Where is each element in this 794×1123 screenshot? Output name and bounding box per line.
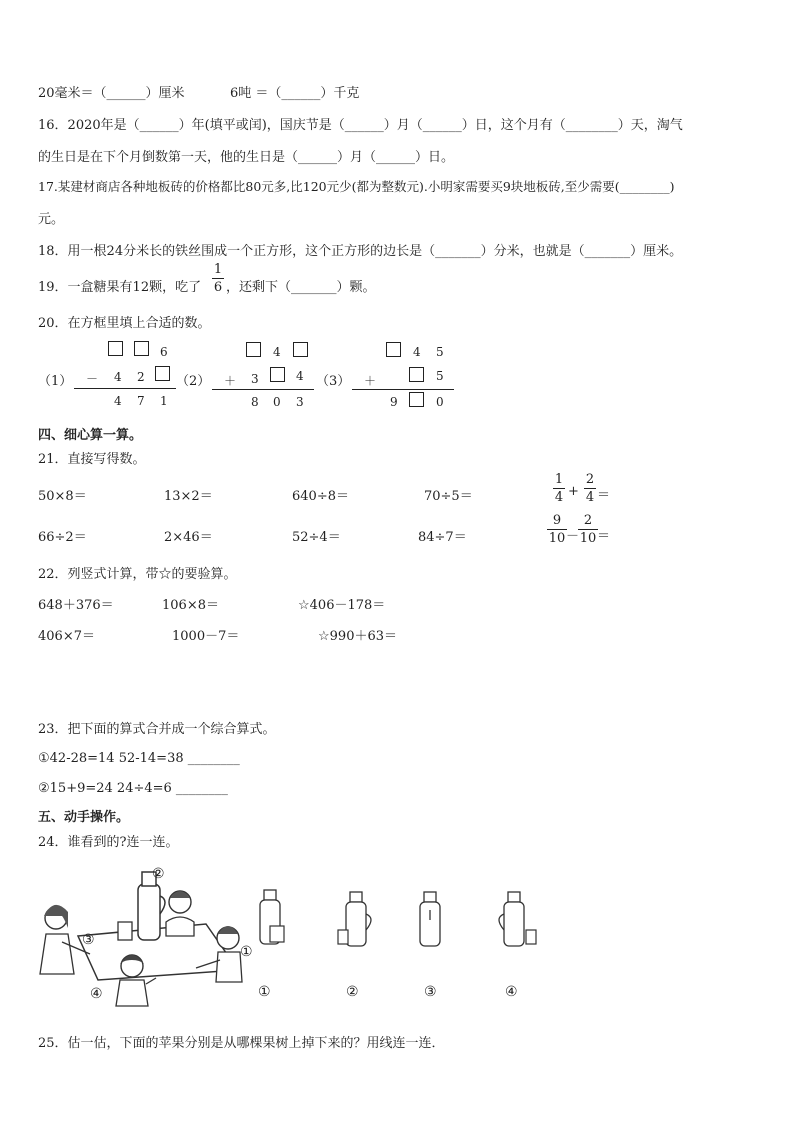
fraction xyxy=(578,513,598,546)
fraction-denominator: 4 xyxy=(585,490,595,505)
digit: 5 xyxy=(436,369,444,383)
digit: 0 xyxy=(273,395,281,409)
digit: 8 xyxy=(251,395,259,409)
view-label-1: ① xyxy=(258,984,271,1000)
blank-box[interactable] xyxy=(155,366,170,381)
q16-line2: 的生日是在下个月倒数第一天，他的生日是（______）月（______）日。 xyxy=(38,150,455,165)
calc-item: 406×7＝ xyxy=(38,629,95,644)
blank-box[interactable] xyxy=(134,341,149,356)
fraction xyxy=(547,513,567,546)
puzzle-label: （3） xyxy=(316,374,351,389)
digit: 3 xyxy=(296,395,304,409)
q23-title: 23．把下面的算式合并成一个综合算式。 xyxy=(38,722,276,737)
blank-box[interactable] xyxy=(246,342,261,357)
calc-item: 70÷5＝ xyxy=(424,489,473,504)
operator: + xyxy=(568,484,579,499)
blank-box[interactable] xyxy=(108,341,123,356)
q24-title: 24．谁看到的?连一连。 xyxy=(38,835,179,850)
digit: 4 xyxy=(296,369,304,383)
fraction-denominator: 10 xyxy=(548,531,566,546)
q19-text-post: ，还剩下（_______）颗。 xyxy=(226,280,376,295)
calc-item: 52÷4＝ xyxy=(292,530,341,545)
digit: 2 xyxy=(137,370,145,384)
q17-line2: 元。 xyxy=(38,212,65,227)
operator: ＋ xyxy=(224,374,237,388)
digit: 4 xyxy=(114,394,122,408)
bottle-view-4-icon xyxy=(490,890,540,950)
blank-box[interactable] xyxy=(293,342,308,357)
fraction-numerator: 2 xyxy=(583,513,593,528)
q16-line1: 16．2020年是（______）年(填平或闰)，国庆节是（______）月（______）日，这个月有（________）天，淘气 xyxy=(38,118,683,133)
blank-box[interactable] xyxy=(386,342,401,357)
section-heading-5: 五、动手操作。 xyxy=(38,810,130,825)
section-heading-4: 四、细心算一算。 xyxy=(38,428,143,443)
operator: ＋ xyxy=(364,374,377,388)
view-label-3: ③ xyxy=(424,984,437,1000)
digit: 6 xyxy=(160,345,168,359)
calc-item: 106×8＝ xyxy=(162,598,219,613)
fraction-numerator: 2 xyxy=(585,472,595,487)
digit: 1 xyxy=(160,394,168,408)
fraction-numerator: 1 xyxy=(554,472,564,487)
calc-item: 640÷8＝ xyxy=(292,489,349,504)
q25-text: 25．估一估，下面的苹果分别是从哪棵果树上掉下来的？用线连一连． xyxy=(38,1036,445,1051)
sum-line xyxy=(212,389,314,390)
calc-item: ☆406－178＝ xyxy=(298,598,386,613)
digit: 4 xyxy=(273,345,281,359)
q17-line1: 17.某建材商店各种地板砖的价格都比80元多,比120元少(都为整数元).小明家需要买9块地板砖,至少需要(________) xyxy=(38,179,675,194)
q15-conversion-a: 20毫米＝（______）厘米 xyxy=(38,86,185,101)
equals: ＝ xyxy=(597,488,611,503)
calc-item: 1000－7＝ xyxy=(172,629,240,644)
scene-label-front: ④ xyxy=(90,986,103,1002)
calc-item: 13×2＝ xyxy=(164,489,213,504)
digit: 3 xyxy=(251,372,259,386)
bottle-view-2-icon xyxy=(336,890,386,950)
fraction xyxy=(553,472,565,505)
digit: 5 xyxy=(436,345,444,359)
q22-title: 22．列竖式计算，带☆的要验算。 xyxy=(38,567,237,582)
scene-label-left: ③ xyxy=(82,932,95,948)
digit: 7 xyxy=(137,394,145,408)
calc-item: 648＋376＝ xyxy=(38,598,114,613)
q20-title: 20．在方框里填上合适的数。 xyxy=(38,316,211,331)
scene-label-back: ② xyxy=(152,866,165,882)
digit: 0 xyxy=(436,395,444,409)
blank-box[interactable] xyxy=(409,392,424,407)
fraction-denominator: 4 xyxy=(554,490,564,505)
fraction xyxy=(584,472,596,505)
q18-text: 18．用一根24分米长的铁丝围成一个正方形，这个正方形的边长是（_______）分米，也就是（_______）厘米。 xyxy=(38,244,683,259)
q21-title: 21．直接写得数。 xyxy=(38,452,146,467)
blank-box[interactable] xyxy=(270,367,285,382)
children-around-table-illustration xyxy=(38,860,278,1010)
bottle-view-1-icon xyxy=(256,888,286,948)
calc-item: 84÷7＝ xyxy=(418,530,467,545)
digit: 9 xyxy=(390,395,398,409)
view-label-2: ② xyxy=(346,984,359,1000)
calc-item: 66÷2＝ xyxy=(38,530,87,545)
puzzle-label: （2） xyxy=(176,374,211,389)
q19-fraction xyxy=(212,262,224,295)
view-label-4: ④ xyxy=(505,984,518,1000)
operator: － xyxy=(566,529,580,544)
blank-box[interactable] xyxy=(409,367,424,382)
calc-item: ☆990＋63＝ xyxy=(318,629,398,644)
fraction-numerator: 1 xyxy=(213,262,223,277)
bottle-view-3-icon xyxy=(414,890,448,950)
fraction-numerator: 9 xyxy=(552,513,562,528)
calc-item: 50×8＝ xyxy=(38,489,87,504)
calc-item: 2×46＝ xyxy=(164,530,213,545)
q15-conversion-b: 6吨 ＝（______）千克 xyxy=(230,86,360,101)
equals: ＝ xyxy=(597,529,611,544)
q23-item-1: ①42-28=14 52-14=38 ________ xyxy=(38,751,240,766)
fraction-denominator: 6 xyxy=(213,280,223,295)
q19-text-pre: 19．一盒糖果有12颗，吃了 xyxy=(38,280,202,295)
digit: 4 xyxy=(413,345,421,359)
operator: － xyxy=(86,372,99,386)
sum-line xyxy=(74,388,176,389)
sum-line xyxy=(352,389,454,390)
puzzle-label: （1） xyxy=(38,374,73,389)
scene-label-right: ① xyxy=(240,944,253,960)
digit: 4 xyxy=(114,370,122,384)
fraction-denominator: 10 xyxy=(579,531,597,546)
q23-item-2: ②15+9=24 24÷4=6 ________ xyxy=(38,781,228,796)
